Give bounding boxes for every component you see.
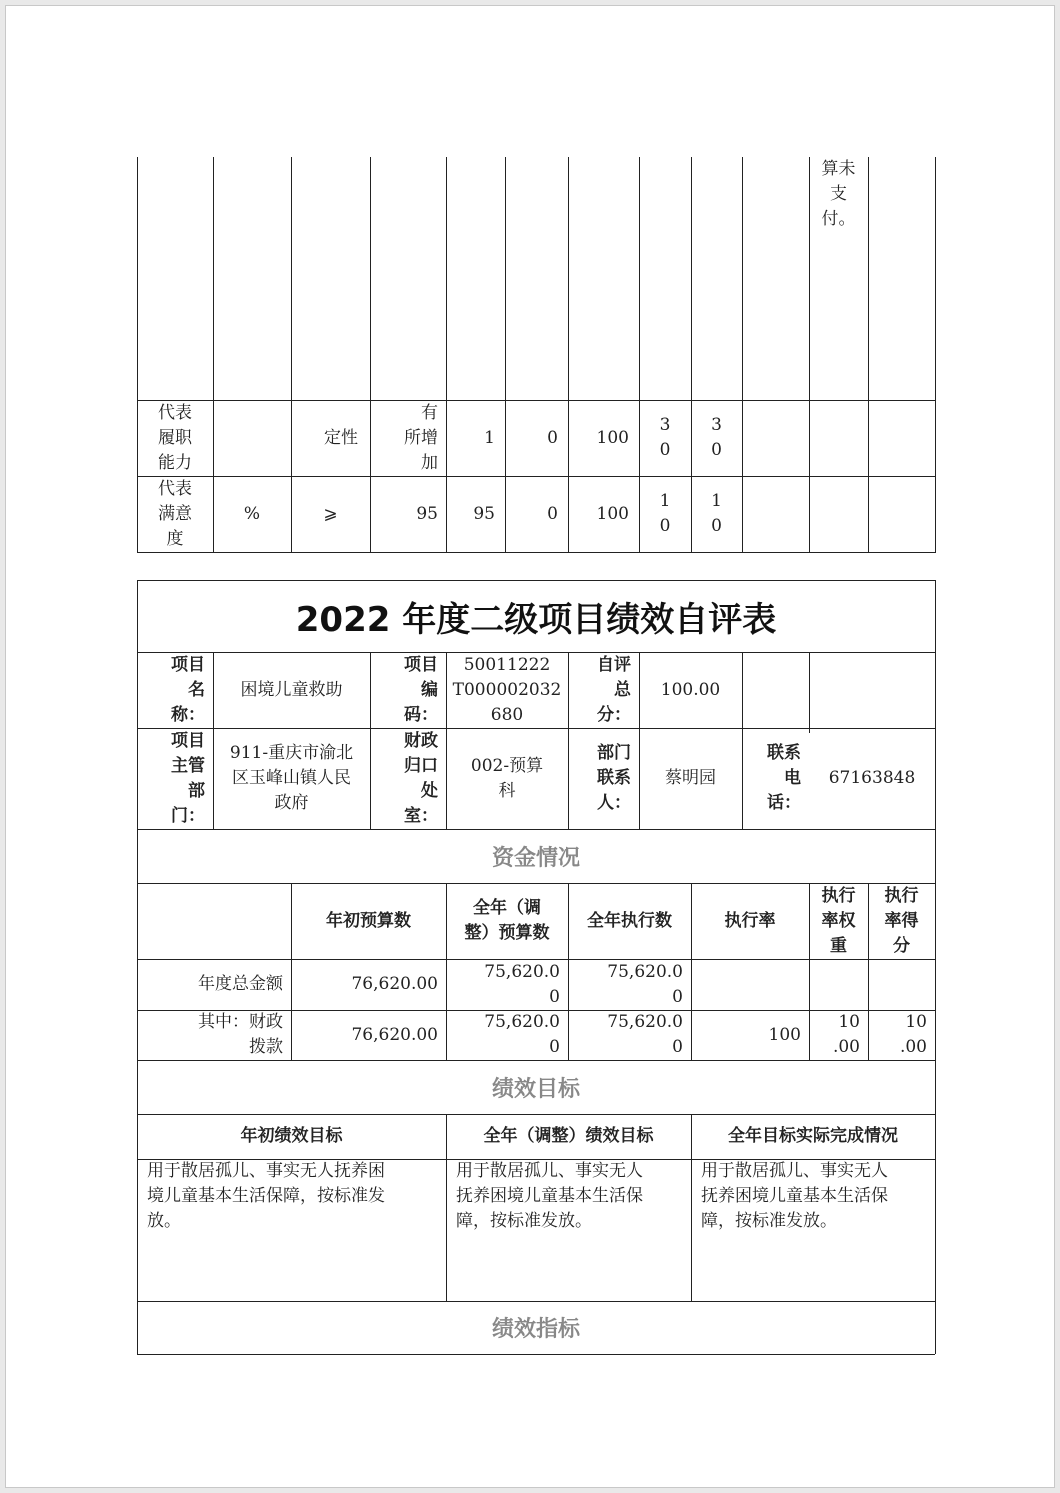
indicator-name: 代表 满意 度 [158,478,192,549]
funds-rate: 100 [768,1024,801,1045]
funds-row-label: 其中：财政 拨款 [198,1012,283,1057]
finance-office-label: 财政 归口 处 室： [404,730,438,826]
goals-header-adjusted: 全年（调整）绩效目标 [483,1126,654,1146]
goals-actual-text: 用于散居孤儿、事实无人 抚养困境儿童基本生活保 障，按标准发放。 [701,1161,888,1231]
indicator-name: 代表 履职 能力 [158,402,192,473]
funds-header-executed: 全年执行数 [587,910,672,931]
funds-header-rate: 执行率 [724,910,776,931]
funds-header-adjusted: 全年（调 整）预算数 [464,898,550,943]
funds-weight [809,959,868,1010]
indicator-rate: 100 [596,503,629,524]
dept-value: 911-重庆市渝北 区玉峰山镇人民 政府 [229,743,354,813]
funds-header-initial: 年初预算数 [326,910,411,931]
indicator-plan: 1 [484,427,495,448]
indicator-weight: 3 0 [659,415,671,460]
indicator-operator: ⩾ [323,503,338,524]
funds-row-label: 年度总金额 [198,974,283,994]
goals-section-title: 绩效目标 [491,1076,580,1102]
self-score-value: 100.00 [660,679,721,700]
indicator-adjusted: 0 [547,427,558,448]
phone-value: 67163848 [828,768,916,788]
indicator-unit [213,400,291,476]
indicator-score: 3 0 [711,415,722,460]
indicator-rate: 100 [596,427,629,448]
funds-initial: 76,620.00 [351,974,438,994]
contact-value: 蔡明园 [665,768,716,788]
funds-adjusted: 75,620.0 0 [484,961,560,1007]
funds-weight: 10 .00 [832,1012,860,1057]
finance-office-value: 002-预算 科 [470,755,544,801]
project-name-value: 困境儿童救助 [240,679,343,700]
contact-label: 部门 联系 人： [597,743,631,813]
indicator-weight: 1 0 [659,491,671,536]
goals-header-actual: 全年目标实际完成情况 [728,1126,898,1146]
indicator-target: 95 [416,503,438,524]
funds-header-rate-weight: 执行 率权 重 [821,885,856,956]
goals-adjusted-text: 用于散居孤儿、事实无人 抚养困境儿童基本生活保 障，按标准发放。 [456,1161,643,1231]
indicators-section-title: 绩效指标 [491,1317,580,1342]
indicator-adjusted: 0 [547,503,558,524]
indicator-operator: 定性 [324,427,358,448]
funds-header-rate-score: 执行 率得 分 [884,885,919,956]
funds-score: 10 .00 [899,1012,927,1057]
goals-initial-text: 用于散居孤儿、事实无人抚养困 境儿童基本生活保障，按标准发 放。 [147,1161,385,1231]
funds-section-title: 资金情况 [491,845,580,871]
indicator-unit: % [243,503,261,524]
funds-rate [691,959,809,1010]
form-title: 2022 年度二级项目绩效自评表 [295,599,777,640]
project-code-label: 项目 编 码： [404,654,438,725]
funds-executed: 75,620.0 0 [607,1012,683,1057]
indicator-score: 1 0 [711,491,722,536]
continued-cell-text: 算未 支 付。 [821,159,856,229]
indicator-plan: 95 [473,503,495,524]
dept-label: 项目 主管 部 门： [171,730,205,826]
goals-header-initial: 年初绩效目标 [240,1126,343,1146]
project-code-value: 50011222 T000002032 680 [452,654,562,725]
self-score-label: 自评 总 分： [597,654,631,725]
project-name-label: 项目 名 称： [171,654,205,725]
funds-score [868,959,935,1010]
indicator-target: 有 所增 加 [404,402,438,473]
funds-executed: 75,620.0 0 [607,961,683,1007]
funds-initial: 76,620.00 [351,1024,438,1045]
funds-adjusted: 75,620.0 0 [484,1012,560,1057]
phone-label: 联系 电 话： [767,743,801,813]
document-page [5,5,1055,1488]
